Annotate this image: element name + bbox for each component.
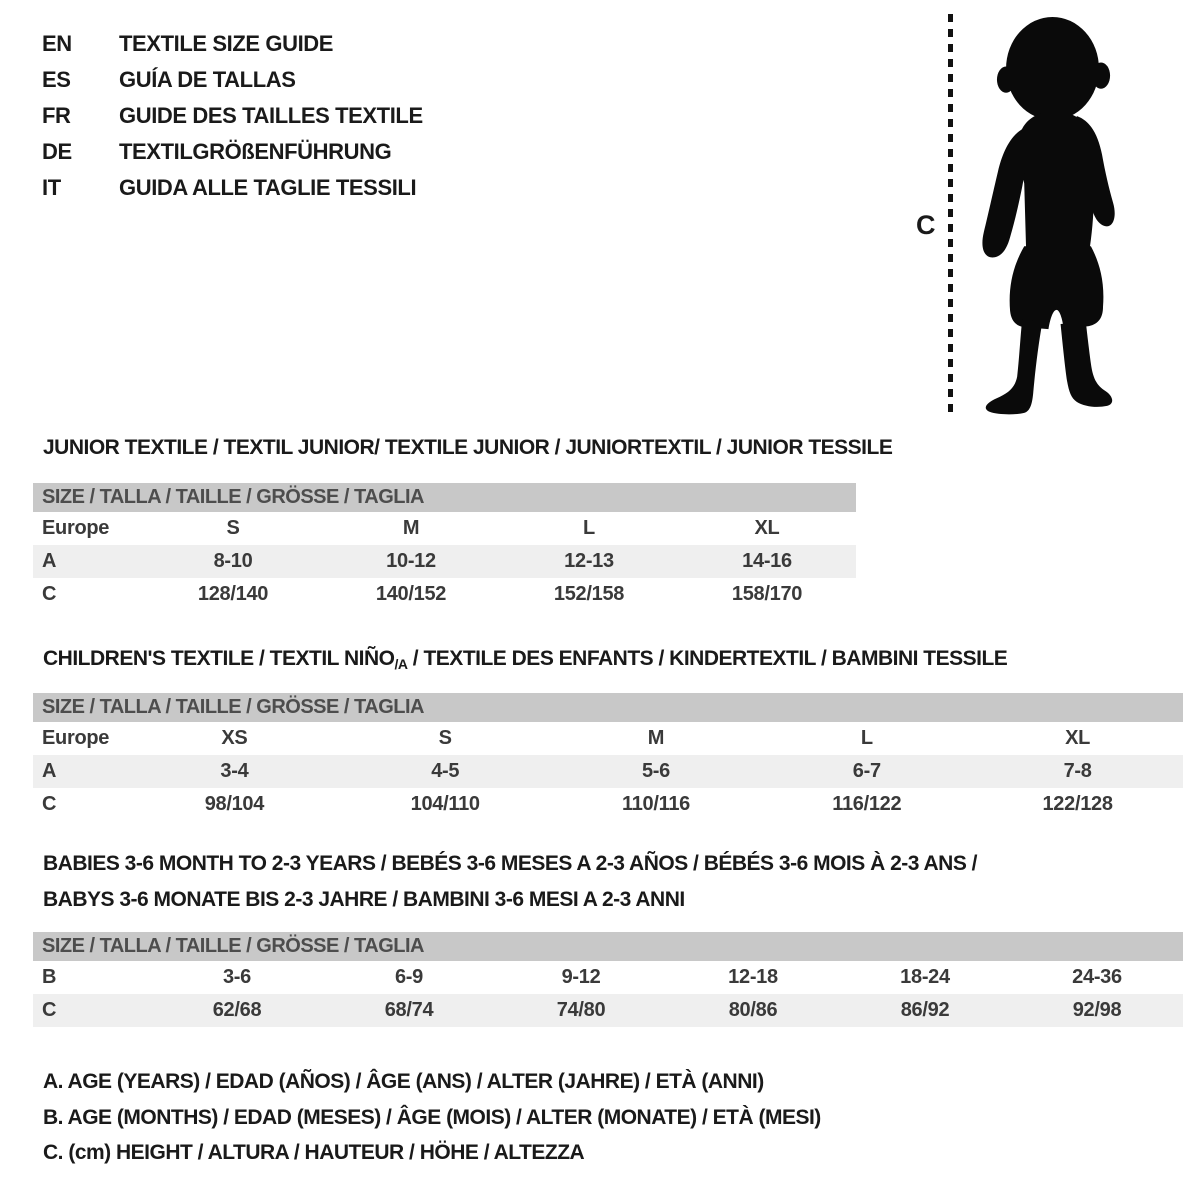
row-label: Europe xyxy=(42,517,110,539)
row-label: C xyxy=(42,583,57,605)
table-cell: 116/122 xyxy=(832,793,902,815)
legend-note-line: B. AGE (MONTHS) / EDAD (MESES) / ÂGE (MOIS) / ALTER (MONATE) / ETÀ (MESI) xyxy=(43,1106,821,1129)
table-cell: 92/98 xyxy=(1072,999,1122,1021)
table-cell: 152/158 xyxy=(553,583,625,605)
table-cell: 98/104 xyxy=(204,793,265,815)
babies-section-title xyxy=(43,846,977,918)
table-cell: 122/128 xyxy=(1042,793,1113,815)
row-label: A xyxy=(42,760,57,782)
row-label: A xyxy=(42,550,57,572)
babies-title-run: BABIES 3-6 MONTH TO 2-3 YEARS / BEBÉS 3-6 MESES A 2-3 AÑOS / BÉBÉS 3-6 MOIS À 2-3 ANS / xyxy=(43,852,978,875)
language-code: IT xyxy=(42,175,61,200)
language-row xyxy=(42,170,423,206)
toddler-silhouette-shape xyxy=(982,17,1114,414)
language-row xyxy=(42,98,423,134)
junior-size-header-bar: SIZE / TALLA / TAILLE / GRÖSSE / TAGLIA xyxy=(33,483,856,512)
table-cell: M xyxy=(402,517,420,539)
table-cell: 3-6 xyxy=(222,966,251,988)
table-row xyxy=(33,961,1183,994)
language-row xyxy=(42,26,423,62)
babies-table-rows xyxy=(33,961,1183,1027)
legend-note-line: A. AGE (YEARS) / EDAD (AÑOS) / ÂGE (ANS) / ALTER (JAHRE) / ETÀ (ANNI) xyxy=(43,1070,764,1093)
table-cell: 12-18 xyxy=(728,966,778,988)
height-measure-label: C xyxy=(916,210,936,240)
children-size-header-bar: SIZE / TALLA / TAILLE / GRÖSSE / TAGLIA xyxy=(33,693,1183,722)
row-label: C xyxy=(42,999,57,1021)
language-title: GUIDE DES TAILLES TEXTILE xyxy=(119,103,423,128)
babies-title-run: BABYS 3-6 MONATE BIS 2-3 JAHRE / BAMBINI 3-6 MESI A 2-3 ANNI xyxy=(43,888,685,911)
row-label: B xyxy=(42,966,57,988)
table-cell: L xyxy=(860,727,873,749)
table-cell: 74/80 xyxy=(556,999,606,1021)
children-size-table xyxy=(33,693,1183,821)
table-cell: 62/68 xyxy=(212,999,262,1021)
language-title: GUÍA DE TALLAS xyxy=(119,67,296,92)
junior-table-rows xyxy=(33,512,856,611)
babies-title-line xyxy=(43,882,977,918)
language-title: GUIDA ALLE TAGLIE TESSILI xyxy=(119,175,417,200)
children-title-line xyxy=(43,641,1007,682)
language-code: EN xyxy=(42,31,72,56)
language-title: TEXTILGRÖßENFÜHRUNG xyxy=(119,139,392,164)
table-cell: XL xyxy=(1065,727,1091,749)
table-cell: 80/86 xyxy=(728,999,778,1021)
row-label: C xyxy=(42,793,57,815)
table-cell: 158/170 xyxy=(731,583,803,605)
table-cell: 104/110 xyxy=(410,793,480,815)
table-cell: 4-5 xyxy=(431,760,460,782)
junior-title-line xyxy=(43,430,892,466)
table-cell: 86/92 xyxy=(900,999,950,1021)
table-cell: 14-16 xyxy=(742,550,792,572)
junior-section-title xyxy=(43,430,892,466)
babies-title-line xyxy=(43,846,977,882)
toddler-silhouette-image xyxy=(962,16,1142,420)
table-row xyxy=(33,788,1183,821)
row-label: Europe xyxy=(42,727,110,749)
children-table-rows xyxy=(33,722,1183,821)
table-cell: XS xyxy=(221,727,248,749)
table-cell: 12-13 xyxy=(564,550,614,572)
table-row xyxy=(33,545,856,578)
table-cell: 6-7 xyxy=(852,760,881,782)
table-cell: 7-8 xyxy=(1063,760,1092,782)
table-cell: 8-10 xyxy=(213,550,253,572)
table-row xyxy=(33,994,1183,1027)
table-cell: 18-24 xyxy=(900,966,950,988)
table-cell: 110/116 xyxy=(621,793,690,815)
legend-note-line: C. (cm) HEIGHT / ALTURA / HAUTEUR / HÖHE / ALTEZZA xyxy=(43,1141,585,1164)
language-guide-list xyxy=(42,26,423,206)
table-cell: S xyxy=(438,727,452,749)
height-measure-dashed-line xyxy=(948,14,953,418)
table-cell: 3-4 xyxy=(220,760,249,782)
table-cell: 140/152 xyxy=(375,583,447,605)
table-cell: 128/140 xyxy=(197,583,269,605)
babies-size-table xyxy=(33,932,1183,1027)
table-cell: 6-9 xyxy=(394,966,423,988)
table-cell: S xyxy=(226,517,240,539)
table-cell: L xyxy=(583,517,595,539)
babies-size-header-bar: SIZE / TALLA / TAILLE / GRÖSSE / TAGLIA xyxy=(33,932,1183,961)
children-title-run: / TEXTILE DES ENFANTS / KINDERTEXTIL / BAMBINI TESSILE xyxy=(407,647,1008,670)
language-code: DE xyxy=(42,139,72,164)
language-code: ES xyxy=(42,67,71,92)
table-row xyxy=(33,755,1183,788)
language-title: TEXTILE SIZE GUIDE xyxy=(119,31,334,56)
language-row xyxy=(42,62,423,98)
language-row xyxy=(42,134,423,170)
table-cell: XL xyxy=(754,517,780,539)
table-cell: 68/74 xyxy=(384,999,434,1021)
table-cell: M xyxy=(647,727,665,749)
table-cell: 10-12 xyxy=(386,550,436,572)
table-row xyxy=(33,512,856,545)
table-cell: 5-6 xyxy=(641,760,670,782)
table-row xyxy=(33,578,856,611)
table-row xyxy=(33,722,1183,755)
junior-title-run: JUNIOR TEXTILE / TEXTIL JUNIOR/ TEXTILE JUNIOR / JUNIORTEXTIL / JUNIOR TESSILE xyxy=(43,436,893,459)
language-code: FR xyxy=(42,103,71,128)
junior-size-table xyxy=(33,483,856,611)
children-title-run: /A xyxy=(394,656,408,672)
table-cell: 24-36 xyxy=(1072,966,1122,988)
children-section-title xyxy=(43,641,1007,682)
children-title-run: CHILDREN'S TEXTILE / TEXTIL NIÑO xyxy=(43,647,395,670)
table-cell: 9-12 xyxy=(561,966,601,988)
